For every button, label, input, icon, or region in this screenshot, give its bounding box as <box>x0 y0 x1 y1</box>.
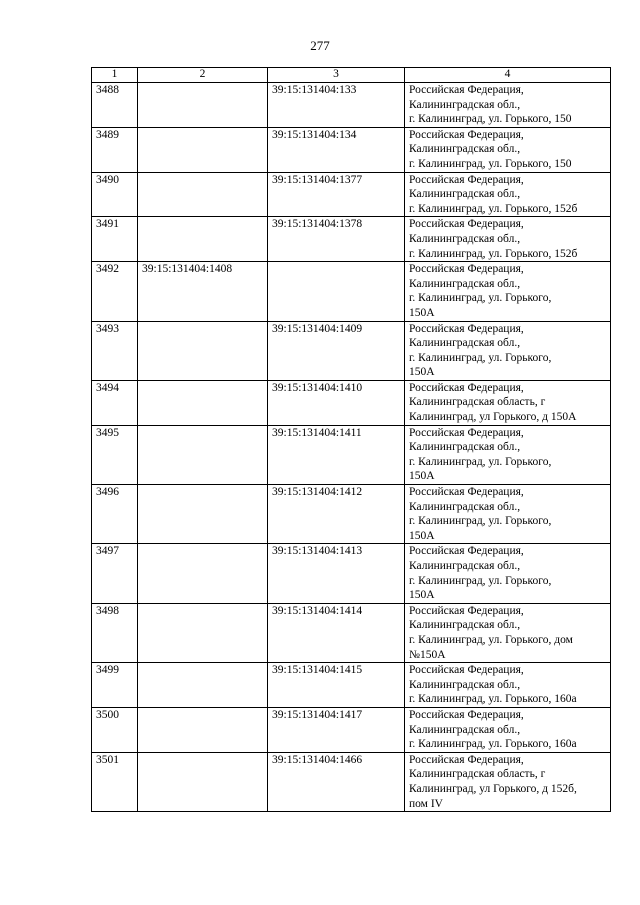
address-line: г. Калининград, ул. Горького, 150 <box>409 113 572 126</box>
column-2-cell <box>138 127 268 172</box>
address-line: Российская Федерация, <box>409 545 524 558</box>
address-cell <box>405 752 611 811</box>
address-line: Российская Федерация, <box>409 664 524 677</box>
address-cell <box>405 262 611 321</box>
address-cell <box>405 707 611 752</box>
column-header-2: 2 <box>138 68 268 83</box>
address-line: г. Калининград, ул. Горького, 150 <box>409 157 572 170</box>
address-line: Российская Федерация, <box>409 426 524 439</box>
column-3-cell: 39:15:131404:1411 <box>268 425 405 484</box>
address-line: Калининградская обл., <box>409 560 521 572</box>
table-row <box>92 544 611 603</box>
address-line: Российская Федерация, <box>409 218 524 231</box>
table-row <box>92 663 611 708</box>
address-line: 150А <box>409 366 435 379</box>
column-2-cell <box>138 380 268 425</box>
column-2-cell: 39:15:131404:1408 <box>138 262 268 321</box>
address-line: Калининградская обл., <box>409 188 521 201</box>
address-line: г. Калининград, ул. Горького, 152б <box>409 247 578 260</box>
column-2-cell <box>138 425 268 484</box>
address-line: Калининградская область, г <box>409 768 546 781</box>
row-number-cell: 3491 <box>92 217 138 262</box>
row-number-cell: 3488 <box>92 83 138 128</box>
address-cell <box>405 485 611 544</box>
table-header <box>92 68 611 83</box>
row-number-cell: 3501 <box>92 752 138 811</box>
row-number-cell: 3494 <box>92 380 138 425</box>
table-row <box>92 380 611 425</box>
address-line: Калининградская обл., <box>409 678 521 691</box>
table-body <box>92 83 611 812</box>
column-3-cell: 39:15:131404:1413 <box>268 544 405 603</box>
column-3-cell: 39:15:131404:1414 <box>268 603 405 662</box>
address-line: 150А <box>409 589 435 602</box>
address-line: Калининградская обл., <box>409 277 521 290</box>
address-line: Российская Федерация, <box>409 604 524 617</box>
address-cell <box>405 380 611 425</box>
table-row <box>92 603 611 662</box>
address-line: Калининградская обл., <box>409 723 521 736</box>
column-2-cell <box>138 485 268 544</box>
address-line: Российская Федерация, <box>409 263 524 276</box>
row-number-cell: 3493 <box>92 321 138 380</box>
address-line: Калининградская обл., <box>409 98 521 111</box>
column-2-cell <box>138 663 268 708</box>
row-number-cell: 3498 <box>92 603 138 662</box>
address-line: Российская Федерация, <box>409 381 524 394</box>
column-2-cell <box>138 707 268 752</box>
table-row <box>92 485 611 544</box>
row-number-cell: 3497 <box>92 544 138 603</box>
address-line: г. Калининград, ул. Горького, <box>409 351 552 364</box>
column-2-cell <box>138 544 268 603</box>
column-2-cell <box>138 83 268 128</box>
column-3-cell: 39:15:131404:1415 <box>268 663 405 708</box>
address-line: Калининградская обл., <box>409 232 521 245</box>
row-number-cell: 3489 <box>92 127 138 172</box>
column-2-cell <box>138 321 268 380</box>
column-3-cell: 39:15:131404:1410 <box>268 380 405 425</box>
address-line: Калининград, ул Горького, д 150А <box>409 411 577 424</box>
column-3-cell: 39:15:131404:133 <box>268 83 405 128</box>
row-number-cell: 3490 <box>92 172 138 217</box>
address-cell <box>405 425 611 484</box>
address-line: №150А <box>409 648 446 661</box>
address-cell <box>405 603 611 662</box>
page-number: 277 <box>310 38 330 53</box>
address-line: 150А <box>409 306 435 319</box>
column-3-cell <box>268 262 405 321</box>
address-line: Калининградская обл., <box>409 619 521 632</box>
registry-table <box>91 67 611 812</box>
column-header-4: 4 <box>405 68 611 83</box>
address-line: 150А <box>409 529 435 542</box>
address-cell <box>405 172 611 217</box>
row-number-cell: 3492 <box>92 262 138 321</box>
table-row <box>92 262 611 321</box>
address-line: Калининград, ул Горького, д 152б, <box>409 782 577 795</box>
column-2-cell <box>138 172 268 217</box>
address-line: Калининградская область, г <box>409 396 546 409</box>
column-header-3: 3 <box>268 68 405 83</box>
table-row <box>92 425 611 484</box>
address-cell <box>405 663 611 708</box>
header-row <box>92 68 611 83</box>
address-line: Российская Федерация, <box>409 128 524 141</box>
address-line: Российская Федерация, <box>409 322 524 335</box>
table-row <box>92 83 611 128</box>
address-line: г. Калининград, ул. Горького, дом <box>409 633 573 646</box>
column-3-cell: 39:15:131404:1412 <box>268 485 405 544</box>
address-line: Калининградская обл., <box>409 500 521 513</box>
table-row <box>92 172 611 217</box>
address-line: г. Калининград, ул. Горького, <box>409 292 552 305</box>
column-3-cell: 39:15:131404:1409 <box>268 321 405 380</box>
column-2-cell <box>138 603 268 662</box>
address-cell <box>405 544 611 603</box>
table-row <box>92 707 611 752</box>
address-line: Калининградская обл., <box>409 441 521 454</box>
column-3-cell: 39:15:131404:1377 <box>268 172 405 217</box>
address-line: г. Калининград, ул. Горького, 160а <box>409 693 577 706</box>
address-line: Калининградская обл., <box>409 143 521 156</box>
address-line: 150А <box>409 470 435 483</box>
column-3-cell: 39:15:131404:1378 <box>268 217 405 262</box>
column-2-cell <box>138 217 268 262</box>
address-cell <box>405 127 611 172</box>
address-line: г. Калининград, ул. Горького, 160а <box>409 738 577 751</box>
table-row <box>92 752 611 811</box>
address-line: Российская Федерация, <box>409 708 524 721</box>
column-3-cell: 39:15:131404:134 <box>268 127 405 172</box>
row-number-cell: 3495 <box>92 425 138 484</box>
row-number-cell: 3496 <box>92 485 138 544</box>
column-3-cell: 39:15:131404:1417 <box>268 707 405 752</box>
address-cell <box>405 217 611 262</box>
table-row <box>92 217 611 262</box>
address-line: пом IV <box>409 797 443 810</box>
address-cell <box>405 321 611 380</box>
address-line: г. Калининград, ул. Горького, <box>409 515 552 528</box>
column-3-cell: 39:15:131404:1466 <box>268 752 405 811</box>
column-2-cell <box>138 752 268 811</box>
row-number-cell: 3499 <box>92 663 138 708</box>
address-line: г. Калининград, ул. Горького, 152б <box>409 202 578 215</box>
address-line: Российская Федерация, <box>409 486 524 499</box>
table-row <box>92 321 611 380</box>
address-line: Российская Федерация, <box>409 753 524 766</box>
address-line: г. Калининград, ул. Горького, <box>409 455 552 468</box>
address-line: Российская Федерация, <box>409 84 524 96</box>
column-header-1: 1 <box>92 68 138 83</box>
address-line: Российская Федерация, <box>409 173 524 186</box>
address-line: г. Калининград, ул. Горького, <box>409 574 552 587</box>
address-cell <box>405 83 611 128</box>
row-number-cell: 3500 <box>92 707 138 752</box>
address-line: Калининградская обл., <box>409 337 521 350</box>
table-row <box>92 127 611 172</box>
